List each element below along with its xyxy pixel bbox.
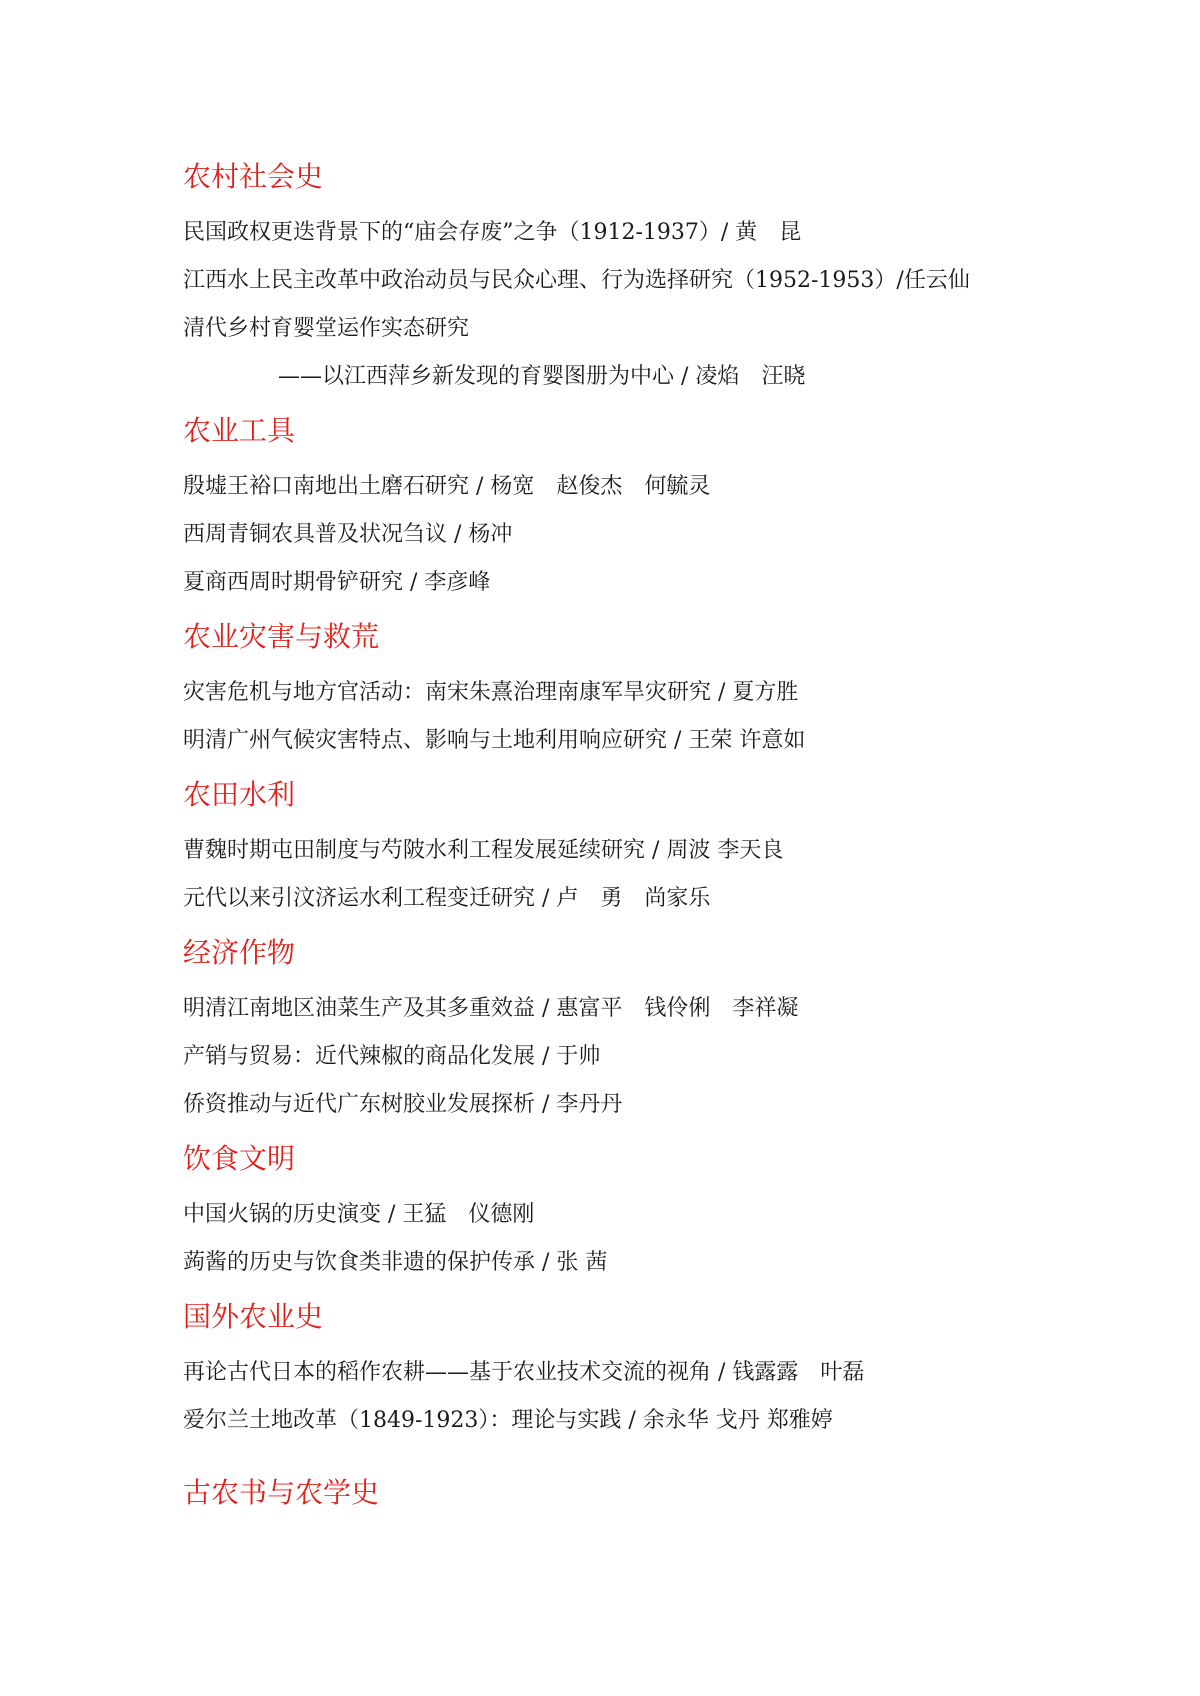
article-entry: 中国火锅的历史演变 / 王猛 仪德刚 bbox=[183, 1202, 535, 1227]
article-entry: 江西水上民主改革中政治动员与民众心理、行为选择研究（1952-1953）/任云仙 bbox=[183, 268, 970, 293]
article-entry: 元代以来引汶济运水利工程变迁研究 / 卢 勇 尚家乐 bbox=[183, 886, 711, 911]
article-entry: 清代乡村育婴堂运作实态研究 bbox=[183, 316, 470, 341]
article-entry: 明清广州气候灾害特点、影响与土地利用响应研究 / 王荣 许意如 bbox=[183, 728, 806, 753]
article-entry: 夏商西周时期骨铲研究 / 李彦峰 bbox=[183, 570, 491, 595]
article-entry: 爱尔兰土地改革（1849-1923）：理论与实践 / 余永华 戈丹 郑雅婷 bbox=[183, 1408, 833, 1433]
article-entry: 殷墟王裕口南地出土磨石研究 / 杨宽 赵俊杰 何毓灵 bbox=[183, 474, 711, 499]
article-entry: 蒟酱的历史与饮食类非遗的保护传承 / 张 茜 bbox=[183, 1250, 608, 1275]
article-entry: 产销与贸易：近代辣椒的商品化发展 / 于帅 bbox=[183, 1044, 601, 1069]
article-entry: 曹魏时期屯田制度与芍陂水利工程发展延续研究 / 周波 李天良 bbox=[183, 838, 784, 863]
section-heading-irrigation: 农田水利 bbox=[183, 778, 296, 811]
article-entry: 灾害危机与地方官活动：南宋朱熹治理南康军旱灾研究 / 夏方胜 bbox=[183, 680, 799, 705]
article-entry: 再论古代日本的稻作农耕——基于农业技术交流的视角 / 钱露露 叶磊 bbox=[183, 1360, 865, 1385]
article-entry: 民国政权更迭背景下的“庙会存废”之争（1912-1937）/ 黄 昆 bbox=[183, 220, 802, 245]
section-heading-agricultural-tools: 农业工具 bbox=[183, 414, 296, 447]
section-heading-foreign-agricultural-history: 国外农业史 bbox=[183, 1300, 324, 1333]
article-entry: 西周青铜农具普及状况刍议 / 杨冲 bbox=[183, 522, 513, 547]
section-heading-cash-crops: 经济作物 bbox=[183, 936, 296, 969]
article-subtitle-entry: ——以江西萍乡新发现的育婴图册为中心 / 凌焰 汪晓 bbox=[278, 364, 806, 389]
section-heading-disasters-and-relief: 农业灾害与救荒 bbox=[183, 620, 380, 653]
section-heading-ancient-agricultural-books: 古农书与农学史 bbox=[183, 1476, 380, 1509]
article-entry: 侨资推动与近代广东树胶业发展探析 / 李丹丹 bbox=[183, 1092, 623, 1117]
section-heading-food-civilization: 饮食文明 bbox=[183, 1142, 296, 1175]
section-heading-rural-social-history: 农村社会史 bbox=[183, 160, 324, 193]
article-entry: 明清江南地区油菜生产及其多重效益 / 惠富平 钱伶俐 李祥凝 bbox=[183, 996, 799, 1021]
